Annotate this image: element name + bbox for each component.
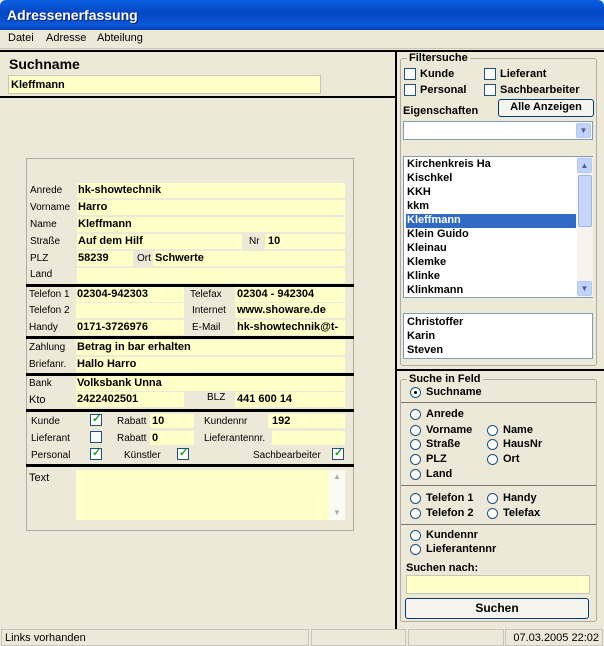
- kundennr-label: Kundennr: [204, 416, 248, 427]
- radio-telefon1-label: Telefon 1: [426, 492, 474, 504]
- status-panel-2: [311, 629, 406, 646]
- scroll-up-icon[interactable]: ▲: [577, 158, 592, 173]
- form-divider-5: [26, 464, 354, 467]
- right-divider: [396, 369, 604, 371]
- lieferantennr-label: Lieferantennr.: [204, 433, 266, 444]
- status-datetime: 07.03.2005 22:02: [505, 629, 603, 646]
- list-item[interactable]: kkm: [407, 200, 430, 212]
- handy-label: Handy: [29, 322, 58, 333]
- form-divider-2: [26, 336, 354, 339]
- radio-telefon2-label: Telefon 2: [426, 507, 474, 519]
- zahlung-value: Betrag in bar erhalten: [77, 341, 191, 353]
- strasse-label: Straße: [30, 236, 61, 247]
- radio-land-label: Land: [426, 468, 453, 480]
- filter-lieferant-checkbox[interactable]: [484, 68, 496, 80]
- suchen-nach-label: Suchen nach:: [406, 562, 479, 574]
- internet-label: Internet: [192, 305, 226, 316]
- eigenschaften-combo[interactable]: [403, 121, 593, 140]
- rabatt1-value: 10: [152, 415, 165, 427]
- email-value: hk-showtechnik@t-: [237, 321, 339, 333]
- list-item[interactable]: Kleinau: [407, 242, 447, 254]
- list-item[interactable]: Kirchenkreis Ha: [407, 158, 491, 170]
- menu-datei[interactable]: Datei: [8, 32, 34, 44]
- nr-label: Nr: [249, 236, 260, 247]
- vorname-field[interactable]: [77, 200, 345, 215]
- filter-personal-checkbox[interactable]: [404, 84, 416, 96]
- search-name-input[interactable]: [8, 75, 321, 94]
- list-item[interactable]: Klinkmann: [407, 284, 464, 296]
- search-field-title: Suche in Feld: [409, 373, 481, 385]
- radio-plz[interactable]: [410, 454, 421, 465]
- group-separator-1: [401, 402, 596, 403]
- list-item[interactable]: Karin: [407, 330, 436, 342]
- filter-personal-label: Personal: [420, 84, 467, 96]
- telefon1-label: Telefon 1: [29, 289, 70, 300]
- suchen-button[interactable]: Suchen: [405, 598, 589, 619]
- internet-value: www.showare.de: [237, 304, 326, 316]
- eigenschaften-label: Eigenschaften: [403, 105, 479, 117]
- radio-telefon1[interactable]: [410, 493, 421, 504]
- group-separator-2: [401, 485, 596, 486]
- personal-label: Personal: [31, 450, 71, 461]
- radio-lieferantennr[interactable]: [410, 544, 421, 555]
- alle-anzeigen-button[interactable]: Alle Anzeigen: [498, 99, 594, 117]
- text-label: Text: [29, 472, 50, 484]
- telefon1-value: 02304-942303: [77, 288, 148, 300]
- list-item[interactable]: Klemke: [407, 256, 447, 268]
- kunde-checkbox[interactable]: [90, 414, 102, 426]
- status-panel-3: [408, 629, 504, 646]
- menu-abteilung[interactable]: Abteilung: [97, 32, 143, 44]
- list-item[interactable]: Klinke: [407, 270, 441, 282]
- text-scrollbar[interactable]: [329, 470, 345, 520]
- name-list-scrollbar[interactable]: [577, 157, 593, 297]
- lieferant-checkbox[interactable]: [90, 431, 102, 443]
- form-divider-4: [26, 409, 354, 412]
- chevron-down-icon[interactable]: ▼: [576, 123, 591, 138]
- rabatt1-label: Rabatt: [117, 416, 147, 427]
- text-area[interactable]: [76, 470, 345, 520]
- telefon2-label: Telefon 2: [29, 305, 70, 316]
- zahlung-label: Zahlung: [29, 342, 66, 353]
- ort-label: Ort: [137, 253, 151, 264]
- scroll-thumb[interactable]: [578, 175, 592, 227]
- radio-kundennr[interactable]: [410, 530, 421, 541]
- sachbearbeiter-checkbox[interactable]: [332, 448, 344, 460]
- kuenstler-checkbox[interactable]: [177, 448, 189, 460]
- anrede-value: hk-showtechnik: [78, 184, 162, 196]
- briefanr-label: Briefanr.: [29, 359, 67, 370]
- radio-telefon2[interactable]: [410, 508, 421, 519]
- radio-ort-label: Ort: [503, 453, 520, 465]
- radio-strasse-label: Straße: [426, 438, 461, 450]
- kuenstler-label: Künstler: [124, 450, 161, 461]
- kundennr-value: 192: [272, 415, 291, 427]
- radio-strasse[interactable]: [410, 439, 421, 450]
- name-list[interactable]: [403, 156, 593, 298]
- name-value: Kleffmann: [78, 218, 132, 230]
- radio-name[interactable]: [487, 425, 498, 436]
- list-item[interactable]: Christoffer: [407, 316, 464, 328]
- name-label: Name: [30, 219, 57, 230]
- suchen-nach-input[interactable]: [406, 575, 590, 594]
- search-heading: Suchname: [9, 56, 80, 72]
- search-name-value: Kleffmann: [11, 79, 65, 91]
- menu-adresse[interactable]: Adresse: [46, 32, 87, 44]
- filter-kunde-label: Kunde: [420, 68, 455, 80]
- radio-hausnr[interactable]: [487, 439, 498, 450]
- plz-label: PLZ: [30, 253, 49, 264]
- vorname-label: Vorname: [30, 202, 71, 213]
- radio-telefax-label: Telefax: [503, 507, 541, 519]
- email-field[interactable]: [235, 320, 345, 335]
- radio-plz-label: PLZ: [426, 453, 447, 465]
- email-label: E-Mail: [192, 322, 221, 333]
- radio-anrede[interactable]: [410, 409, 421, 420]
- filter-title: Filtersuche: [409, 52, 468, 64]
- land-label: Land: [30, 269, 53, 280]
- list-item[interactable]: KKH: [407, 186, 431, 198]
- status-left: Links vorhanden: [1, 629, 309, 646]
- scroll-up-icon: ▲: [333, 472, 341, 481]
- telefon2-field[interactable]: [76, 303, 184, 318]
- kto-value: 2422402501: [77, 393, 139, 405]
- search-divider: [0, 96, 396, 98]
- plz-value: 58239: [78, 252, 109, 264]
- telefax-label: Telefax: [190, 289, 222, 300]
- list-item-selected[interactable]: Kleffmann: [406, 214, 576, 228]
- nr-value: 10: [268, 235, 281, 247]
- radio-lieferantennr-label: Lieferantennr: [426, 543, 497, 555]
- radio-land[interactable]: [410, 469, 421, 480]
- scroll-down-icon[interactable]: ▼: [577, 281, 592, 296]
- ort-value: Schwerte: [155, 252, 204, 264]
- lieferant-label: Lieferant: [31, 433, 70, 444]
- radio-telefax[interactable]: [487, 508, 498, 519]
- vorname-value: Harro: [78, 201, 108, 213]
- radio-vorname[interactable]: [410, 425, 421, 436]
- anrede-label: Anrede: [30, 185, 63, 196]
- sachbearbeiter-label: Sachbearbeiter: [253, 450, 321, 461]
- radio-vorname-label: Vorname: [426, 424, 473, 436]
- land-field[interactable]: [77, 268, 345, 283]
- handy-value: 0171-3726976: [77, 321, 148, 333]
- lieferantennr-field[interactable]: [272, 431, 345, 445]
- radio-name-label: Name: [503, 424, 533, 436]
- blz-label: BLZ: [207, 392, 226, 403]
- radio-suchname[interactable]: [410, 387, 421, 398]
- kto-label: Kto: [29, 394, 46, 406]
- window-title: Adressenerfassung: [7, 7, 138, 23]
- bank-label: Bank: [29, 378, 52, 389]
- list-item[interactable]: Klein Guido: [407, 228, 469, 240]
- filter-sachbearbeiter-label: Sachbearbeiter: [500, 84, 580, 96]
- radio-handy-label: Handy: [503, 492, 537, 504]
- title-bar: [0, 0, 604, 30]
- radio-hausnr-label: HausNr: [503, 438, 543, 450]
- list-item[interactable]: Steven: [407, 344, 444, 356]
- strasse-value: Auf dem Hilf: [78, 235, 143, 247]
- rabatt2-value: 0: [152, 432, 159, 444]
- filter-sachbearbeiter-checkbox[interactable]: [484, 84, 496, 96]
- list-item[interactable]: Kischkel: [407, 172, 453, 184]
- briefanr-value: Hallo Harro: [77, 358, 137, 370]
- radio-kundennr-label: Kundennr: [426, 529, 478, 541]
- menu-bar: [0, 30, 604, 49]
- scroll-down-icon: ▼: [333, 508, 341, 517]
- rabatt2-label: Rabatt: [117, 433, 147, 444]
- telefax-value: 02304 - 942304: [237, 288, 315, 300]
- group-separator-3: [401, 524, 596, 525]
- vertical-divider: [395, 50, 397, 629]
- bank-value: Volksbank Unna: [77, 377, 162, 389]
- radio-suchname-label: Suchname: [426, 386, 482, 398]
- kunde-label: Kunde: [31, 416, 60, 427]
- radio-handy[interactable]: [487, 493, 498, 504]
- filter-kunde-checkbox[interactable]: [404, 68, 416, 80]
- filter-lieferant-label: Lieferant: [500, 68, 547, 80]
- blz-value: 441 600 14: [237, 393, 293, 405]
- top-divider: [0, 50, 604, 52]
- persons-list[interactable]: [403, 313, 593, 359]
- radio-ort[interactable]: [487, 454, 498, 465]
- personal-checkbox[interactable]: [90, 448, 102, 460]
- radio-anrede-label: Anrede: [426, 408, 464, 420]
